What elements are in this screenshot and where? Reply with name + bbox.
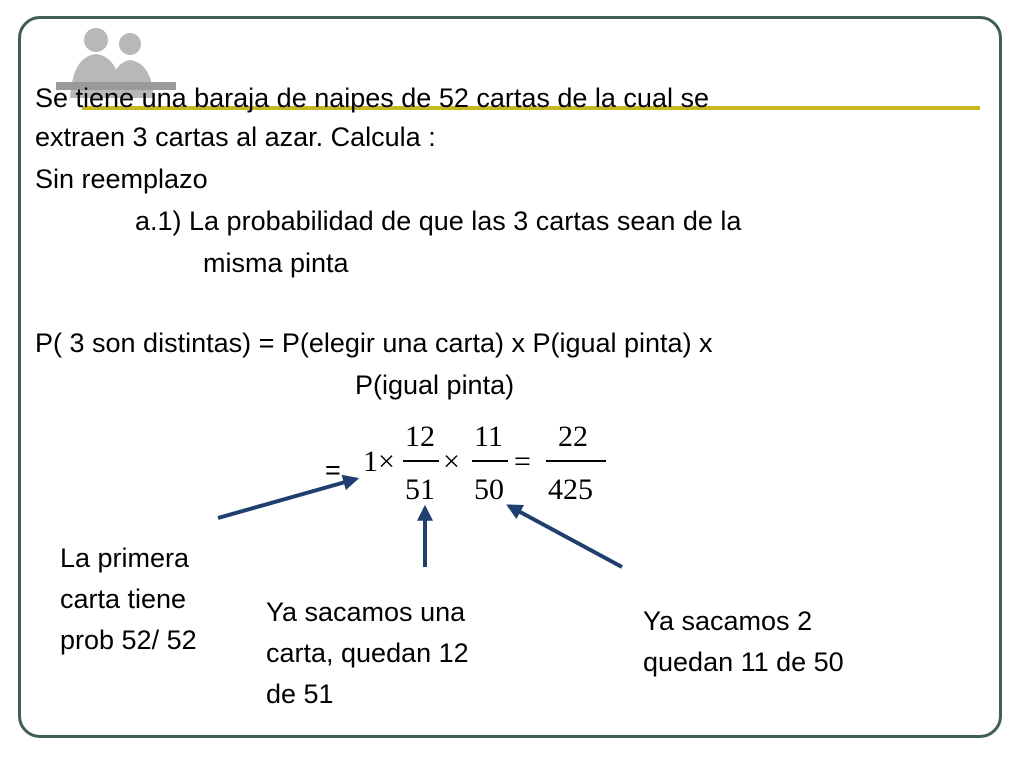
fraction-2-denominator: 50: [474, 473, 504, 506]
condition-text: Sin reemplazo: [35, 164, 208, 194]
note-third-card-line-2: quedan 11 de 50: [643, 647, 844, 677]
result-denominator: 425: [548, 473, 593, 506]
question-line-1: a.1) La probabilidad de que las 3 cartas sean de la: [135, 206, 742, 236]
formula-line-2: P(igual pinta): [355, 370, 515, 400]
problem-line-1: Se tiene una baraja de naipes de 52 cartas de la cual se: [35, 83, 709, 113]
note-first-card-line-1: La primera: [60, 543, 190, 573]
note-second-card-line-1: Ya sacamos una: [266, 597, 466, 627]
fraction-1-numerator: 12: [405, 420, 435, 453]
fraction-1-denominator: 51: [405, 473, 435, 506]
formula-line-1: P( 3 son distintas) = P(elegir una carta) x P(igual pinta) x: [35, 328, 713, 358]
question-line-2: misma pinta: [203, 248, 349, 278]
note-first-card-line-3: prob 52/ 52: [60, 625, 197, 655]
equals-sign: =: [514, 445, 531, 478]
note-third-card-line-1: Ya sacamos 2: [643, 606, 813, 636]
problem-line-2: extraen 3 cartas al azar. Calcula :: [35, 122, 436, 152]
one-times: 1×: [363, 445, 395, 478]
fraction-2-numerator: 11: [474, 420, 503, 453]
times-sign: ×: [443, 445, 460, 478]
result-numerator: 22: [558, 420, 588, 453]
note-second-card-line-3: de 51: [266, 679, 334, 709]
note-first-card-line-2: carta tiene: [60, 584, 187, 614]
equals-lead: =: [325, 455, 341, 485]
note-second-card-line-2: carta, quedan 12: [266, 638, 469, 668]
arrow-first-card: [218, 479, 356, 518]
arrow-third-card: [509, 506, 622, 567]
